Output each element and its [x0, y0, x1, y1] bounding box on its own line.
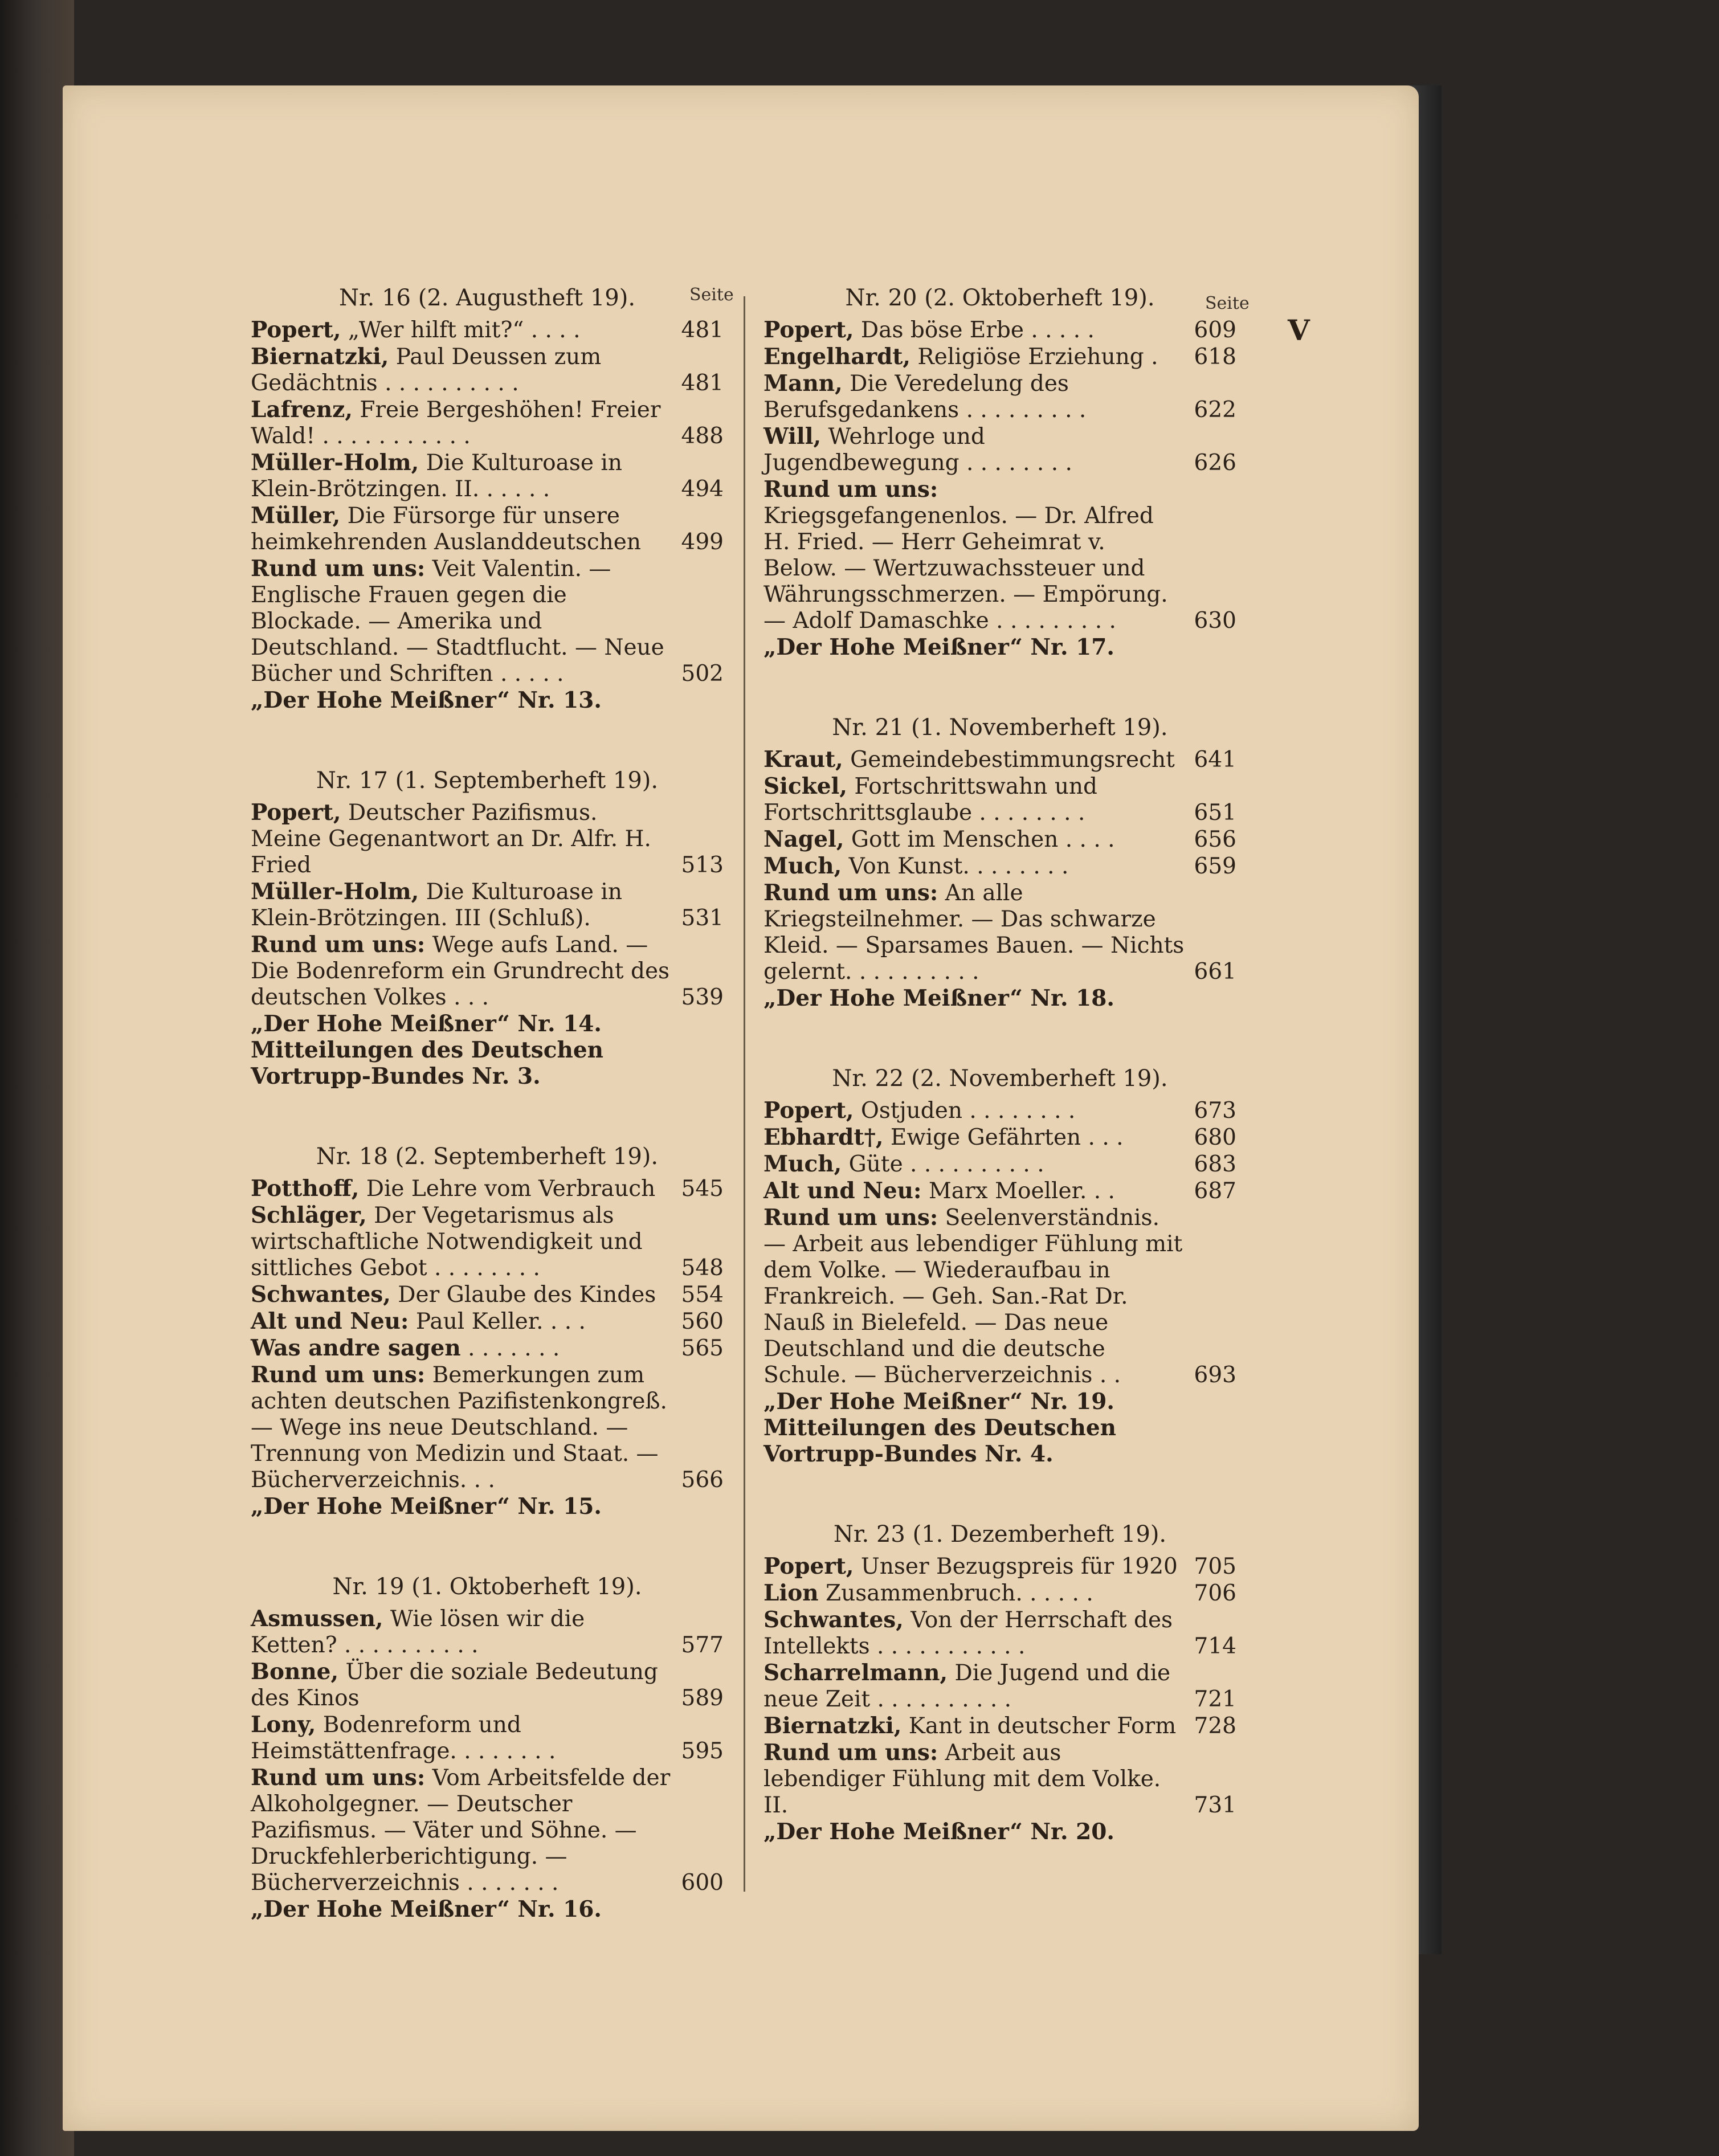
entry-page-number: 721	[1194, 1687, 1236, 1712]
entry-page-number: 494	[681, 476, 724, 502]
entry-title: Fortschrittswahn und Fortschrittsglaube . . . . . . . .	[763, 774, 1098, 826]
entry-title: Der Vegetarismus als wirtschaftliche Notwendigkeit und sittliches Gebot . . . . . . . .	[251, 1203, 643, 1281]
toc-entry	[763, 746, 1236, 773]
entry-page-number: 531	[681, 905, 724, 931]
entry-page-number: 680	[1194, 1125, 1236, 1150]
entry-author: Asmussen,	[251, 1606, 383, 1632]
section-heading: Nr. 22 (2. Novemberheft 19).	[832, 1065, 1168, 1092]
toc-entry	[251, 1281, 724, 1308]
entry-author: Kraut,	[763, 746, 843, 773]
entry-title: Paul Deussen zum Gedächtnis . . . . . . . . . .	[251, 344, 602, 396]
seite-label-right: Seite	[1205, 293, 1250, 313]
entry-title: Bodenreform und Heimstättenfrage. . . . . . . .	[251, 1712, 556, 1764]
entry-author: Popert,	[763, 1097, 854, 1124]
entry-author: Schläger,	[251, 1202, 367, 1228]
toc-entry	[251, 1659, 724, 1712]
toc-entry	[763, 1178, 1236, 1204]
entry-author: Much,	[763, 853, 842, 879]
toc-entry	[251, 1175, 724, 1202]
entry-title: Marx Moeller. . .	[928, 1178, 1115, 1204]
entry-title: Die Jugend und die neue Zeit . . . . . . . . . .	[763, 1660, 1171, 1712]
toc-section	[251, 1574, 724, 1922]
entry-title: Seelenverständnis. — Arbeit aus lebendiger Fühlung mit dem Volke. — Wiederaufbau in Frankreich. — Geh. San.-Rat Dr. Nauß in Bielefeld. — Das neue Deutschland und die deutsche Schule. — Bücherverzeichnis . .	[763, 1205, 1183, 1388]
toc-entry	[763, 317, 1236, 344]
toc-entry	[763, 826, 1236, 853]
toc-entry	[251, 1712, 724, 1765]
toc-entry	[763, 1553, 1236, 1580]
entry-title: Der Glaube des Kindes	[398, 1282, 656, 1308]
issue-reference: „Der Hohe Meißner“ Nr. 18.	[763, 985, 1115, 1011]
issue-reference: „Der Hohe Meißner“ Nr. 16.	[251, 1896, 602, 1922]
toc-entry	[251, 1335, 724, 1362]
entry-page-number: 618	[1194, 344, 1236, 370]
toc-entry	[763, 423, 1236, 476]
toc-entry	[251, 503, 724, 556]
entry-title: Die Kulturoase in Klein-Brötzingen. III (Schluß).	[251, 879, 622, 931]
entry-page-number: 630	[1194, 608, 1236, 634]
entry-title: Ewige Gefährten . . .	[890, 1125, 1124, 1150]
column-divider	[744, 296, 745, 1892]
entry-page-number: 577	[681, 1632, 724, 1658]
issue-reference: Mitteilungen des Deutschen Vortrupp-Bundes Nr. 4.	[763, 1415, 1117, 1467]
issue-reference: „Der Hohe Meißner“ Nr. 17.	[763, 634, 1115, 660]
toc-entry	[763, 344, 1236, 370]
toc-entry	[251, 1202, 724, 1281]
entry-title: Das böse Erbe . . . . .	[860, 317, 1095, 343]
entry-author: Ebhardt†,	[763, 1124, 884, 1150]
toc-entry	[251, 556, 724, 687]
entry-author: Potthoff,	[251, 1175, 360, 1202]
entry-page-number: 683	[1194, 1152, 1236, 1177]
entry-author: Schwantes,	[763, 1607, 904, 1633]
section-heading: Nr. 17 (1. Septemberheft 19).	[316, 767, 659, 794]
entry-title: Ostjuden . . . . . . . .	[860, 1098, 1076, 1124]
entry-page-number: 502	[681, 661, 724, 687]
entry-title: Die Kulturoase in Klein-Brötzingen. II. . . . . .	[251, 450, 622, 502]
entry-page-number: 728	[1194, 1713, 1236, 1739]
toc-entry	[763, 1607, 1236, 1660]
entry-page-number: 673	[1194, 1098, 1236, 1124]
toc-entry	[763, 476, 1236, 634]
entry-author: Engelhardt,	[763, 344, 911, 370]
entry-author: Lony,	[251, 1712, 316, 1738]
issue-reference: „Der Hohe Meißner“ Nr. 14.	[251, 1011, 602, 1037]
entry-page-number: 731	[1194, 1792, 1236, 1818]
entry-author: Much,	[763, 1151, 842, 1177]
entry-page-number: 687	[1194, 1178, 1236, 1204]
entry-title: Gemeindebestimmungsrecht	[850, 747, 1175, 773]
toc-entry	[763, 880, 1236, 985]
entry-author: Alt und Neu:	[251, 1308, 409, 1334]
toc-entry	[763, 1740, 1236, 1819]
entry-author: Mann,	[763, 370, 843, 397]
entry-author: Müller,	[251, 503, 341, 529]
entry-author: Popert,	[763, 317, 854, 343]
toc-entry	[251, 317, 724, 344]
entry-author: Rund um uns:	[763, 476, 938, 503]
entry-title: Freie Bergeshöhen! Freier Wald! . . . . . . . . . . .	[251, 397, 661, 449]
entry-author: Sickel,	[763, 773, 847, 799]
toc-entry	[763, 773, 1236, 826]
entry-title: Zusammenbruch. . . . . .	[826, 1581, 1093, 1606]
entry-title: Vom Arbeitsfelde der Alkoholgegner. — Deutscher Pazifismus. — Väter und Söhne. — Druckfehlerberichtigung. — Bücherverzeichnis . . . . . . .	[251, 1765, 671, 1896]
entry-page-number: 481	[681, 317, 724, 343]
entry-title: Über die soziale Bedeutung des Kinos	[251, 1659, 658, 1711]
issue-reference: „Der Hohe Meißner“ Nr. 15.	[251, 1493, 602, 1520]
entry-author: Biernatzki,	[251, 344, 389, 370]
toc-entry	[251, 1606, 724, 1659]
toc-entry	[763, 1713, 1236, 1740]
entry-page-number: 513	[681, 852, 724, 878]
entry-author: Müller-Holm,	[251, 450, 419, 476]
issue-reference: Mitteilungen des Deutschen Vortrupp-Bundes Nr. 3.	[251, 1037, 604, 1089]
entry-page-number: 693	[1194, 1362, 1236, 1388]
issue-reference: „Der Hohe Meißner“ Nr. 13.	[251, 687, 602, 713]
entry-author: Alt und Neu:	[763, 1178, 922, 1204]
entry-page-number: 626	[1194, 450, 1236, 476]
toc-entry	[251, 1308, 724, 1335]
entry-title: Bemerkungen zum achten deutschen Pazifistenkongreß. — Wege ins neue Deutschland. — Trennung von Medizin und Staat. — Bücherverzeichnis. . .	[251, 1362, 667, 1493]
entry-title: Von der Herrschaft des Intellekts . . . . . . . . . . .	[763, 1607, 1173, 1659]
entry-page-number: 488	[681, 423, 724, 449]
entry-author: Was andre sagen	[251, 1335, 461, 1361]
entry-title: Die Veredelung des Berufsgedankens . . . . . . . . .	[763, 371, 1087, 423]
entry-author: Popert,	[763, 1553, 854, 1579]
toc-section	[763, 1521, 1236, 1845]
entry-title: Veit Valentin. — Englische Frauen gegen die Blockade. — Amerika und Deutschland. — Stadtflucht. — Neue Bücher und Schriften . . . . .	[251, 556, 664, 687]
entry-title: An alle Kriegsteilnehmer. — Das schwarze Kleid. — Sparsames Bauen. — Nichts gelernt. . . . . . . . . .	[763, 880, 1185, 985]
entry-title: Unser Bezugspreis für 1920	[860, 1554, 1178, 1579]
entry-title: Gott im Menschen . . . .	[851, 827, 1115, 852]
entry-page-number: 566	[681, 1467, 724, 1493]
entry-author: Schwantes,	[251, 1281, 391, 1308]
section-heading: Nr. 20 (2. Oktoberheft 19).	[845, 285, 1155, 311]
entry-title: Güte . . . . . . . . . .	[848, 1152, 1044, 1177]
entry-author: Rund um uns:	[763, 880, 938, 906]
entry-title: Paul Keller. . . .	[415, 1309, 586, 1334]
entry-title: Kant in deutscher Form	[908, 1713, 1177, 1739]
entry-page-number: 651	[1194, 800, 1236, 826]
entry-page-number: 641	[1194, 747, 1236, 773]
entry-page-number: 481	[681, 370, 724, 396]
entry-title: Kriegsgefangenenlos. — Dr. Alfred H. Fried. — Herr Geheimrat v. Below. — Wertzuwachssteuer und Währungsschmerzen. — Empörung. — Adolf Damaschke . . . . . . . . .	[763, 503, 1168, 634]
section-heading: Nr. 19 (1. Oktoberheft 19).	[332, 1574, 642, 1600]
issue-reference: „Der Hohe Meißner“ Nr. 19.	[763, 1389, 1115, 1415]
entry-page-number: 656	[1194, 827, 1236, 852]
entry-author: Nagel,	[763, 826, 844, 852]
toc-entry	[763, 1151, 1236, 1178]
toc-entry	[251, 1362, 724, 1493]
seite-label-left: Seite	[689, 285, 734, 305]
section-heading: Nr. 16 (2. Augustheft 19).	[338, 285, 636, 311]
toc-entry	[763, 853, 1236, 880]
entry-title: Wie lösen wir die Ketten? . . . . . . . . . .	[251, 1606, 585, 1658]
entry-page-number: 560	[681, 1309, 724, 1334]
toc-entry	[763, 1580, 1236, 1607]
entry-author: Popert,	[251, 799, 341, 826]
toc-section	[251, 1144, 724, 1520]
entry-title: Die Fürsorge für unsere heimkehrenden Auslanddeutschen	[251, 503, 641, 555]
toc-entry	[251, 932, 724, 1011]
toc-entry	[763, 1097, 1236, 1124]
entry-page-number: 545	[681, 1176, 724, 1202]
entry-page-number: 609	[1194, 317, 1236, 343]
entry-title: Deutscher Pazifismus. Meine Gegenantwort an Dr. Alfr. H. Fried	[251, 800, 651, 878]
toc-entry	[251, 397, 724, 450]
toc-section	[251, 285, 724, 713]
toc-entry	[763, 370, 1236, 423]
entry-page-number: 705	[1194, 1554, 1236, 1579]
toc-entry	[763, 1204, 1236, 1389]
entry-title: Wege aufs Land. — Die Bodenreform ein Grundrecht des deutschen Volkes . . .	[251, 932, 670, 1010]
entry-page-number: 499	[681, 529, 724, 555]
entry-author: Müller-Holm,	[251, 879, 419, 905]
entry-author: Will,	[763, 423, 822, 450]
toc-section	[763, 285, 1236, 660]
toc-entry	[251, 344, 724, 397]
entry-author: Lafrenz,	[251, 397, 353, 423]
toc-entry	[251, 799, 724, 879]
left-column	[251, 285, 724, 1977]
right-column	[763, 285, 1236, 1899]
page-number: V	[1288, 313, 1310, 347]
section-heading: Nr. 21 (1. Novemberheft 19).	[832, 714, 1168, 741]
entry-author: Popert,	[251, 317, 341, 343]
entry-author: Rund um uns:	[763, 1740, 938, 1766]
entry-page-number: 600	[681, 1870, 724, 1896]
entry-page-number: 589	[681, 1685, 724, 1711]
entry-author: Rund um uns:	[251, 1362, 426, 1388]
toc-entry	[763, 1124, 1236, 1151]
toc-section	[763, 714, 1236, 1011]
entry-author: Scharrelmann,	[763, 1660, 948, 1686]
entry-title: „Wer hilft mit?“ . . . .	[348, 317, 581, 343]
section-heading: Nr. 23 (1. Dezemberheft 19).	[833, 1521, 1167, 1547]
entry-page-number: 539	[681, 985, 724, 1010]
toc-section	[251, 767, 724, 1089]
section-heading: Nr. 18 (2. Septemberheft 19).	[316, 1144, 659, 1170]
issue-reference: „Der Hohe Meißner“ Nr. 20.	[763, 1819, 1115, 1845]
toc-entry	[251, 1765, 724, 1896]
toc-entry	[251, 450, 724, 503]
entry-author: Rund um uns:	[251, 556, 426, 582]
entry-author: Lion	[763, 1580, 819, 1606]
entry-author: Bonne,	[251, 1659, 339, 1685]
entry-title: Religiöse Erziehung .	[917, 344, 1158, 370]
toc-entry	[763, 1660, 1236, 1713]
entry-title: Die Lehre vom Verbrauch	[366, 1176, 656, 1202]
entry-page-number: 706	[1194, 1581, 1236, 1606]
entry-title: Arbeit aus lebendiger Fühlung mit dem Volke. II.	[763, 1740, 1161, 1818]
entry-author: Biernatzki,	[763, 1713, 902, 1739]
entry-author: Rund um uns:	[251, 932, 426, 958]
entry-page-number: 714	[1194, 1634, 1236, 1659]
entry-author: Rund um uns:	[763, 1204, 938, 1231]
entry-author: Rund um uns:	[251, 1765, 426, 1791]
entry-page-number: 659	[1194, 854, 1236, 879]
entry-page-number: 622	[1194, 397, 1236, 423]
entry-page-number: 661	[1194, 959, 1236, 985]
entry-page-number: 548	[681, 1255, 724, 1281]
entry-page-number: 554	[681, 1282, 724, 1308]
entry-page-number: 565	[681, 1336, 724, 1361]
entry-page-number: 595	[681, 1738, 724, 1764]
entry-title: . . . . . . .	[468, 1336, 560, 1361]
entry-title: Wehrloge und Jugendbewegung . . . . . . . .	[763, 424, 1072, 476]
toc-entry	[251, 879, 724, 932]
toc-section	[763, 1065, 1236, 1467]
entry-title: Von Kunst. . . . . . . .	[848, 854, 1069, 879]
